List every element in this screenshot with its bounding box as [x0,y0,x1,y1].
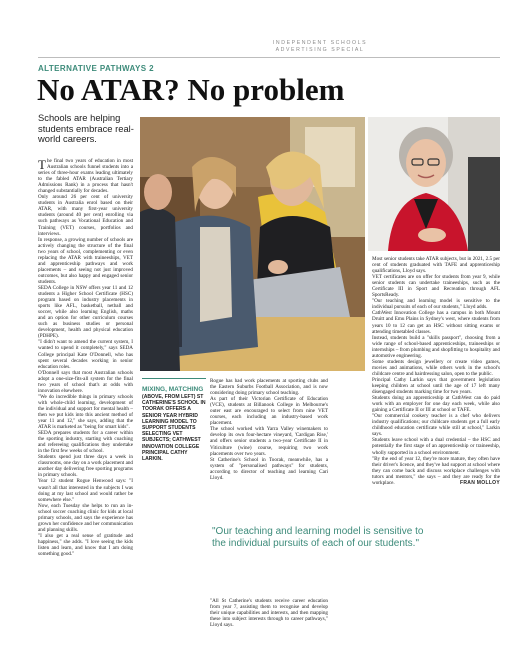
article-column-3-continued [210,598,328,628]
paragraph: Year 12 student Rogue Henwood says: "I wasn't all that interested in the subjects I was doing at my last school and would rather be somewhere else." [38,478,133,503]
paragraph: VET certificates are on offer for students from year 9, while senior students can undertake traineeships, such as the Certificate III in Sport and Recreation through AFL SportsReady. [372,274,500,299]
paragraph: "I didn't want to amend the current system, I wanted to upend it completely," says SEDA College principal Kate O'Donnell, who has spent several decades working in senior education roles. [38,339,133,370]
paragraph: Students doing an apprenticeship at CathWest can do paid work with an employer for one day each week, while also gaining a Certificate II or III at school or TAFE. [372,395,500,414]
headline: No ATAR? No problem [37,72,345,107]
banner-rule [38,57,500,58]
article-column-4 [372,256,500,486]
paragraph: Instead, students build a "skills passport", choosing from a wide range of school-based apprenticeships, traineeships or internships – from plumbing and shopfitting to hospitality and automotive engineering. [372,334,500,359]
paragraph: CathWest Innovation College has a campus in both Mount Druitt and Emu Plains in Sydney's west, where students from years 10 to 12 can get an HSC without sitting exams or attending timetabled classes. [372,310,500,335]
caption-text: (ABOVE, FROM LEFT) ST CATHERINE'S SCHOOL IN TOORAK OFFERS A SENIOR YEAR HYBRID LEARNING MODEL TO SUPPORT STUDENTS SELECTING VET SUBJECTS; CATHWEST INNOVATION COLLEGE PRINCIPAL CATHY LARKIN. [142,394,206,463]
paragraph: Now, each Tuesday she helps to run an in-school soccer coaching clinic for kids at local primary schools, and says the experience has grown her confidence and her communication and planning skills. [38,502,133,533]
paragraph: As part of their Victorian Certificate of Education (VCE), students at Billanook College in Melbourne's outer east are encouraged to select from nine VET courses, each including an industry-based work placement. [210,396,328,427]
banner-line-1: INDEPENDENT SCHOOLS [272,40,368,46]
opening-paragraph: The final two years of education in most Australian schools funnel students into a series of three-hour exams leading ultimately to the fabled ATAR (Australian Tertiary Admissions Rank) in a process that hasn't changed substantially for decades. [38,157,133,195]
paragraph: "Our commercial cookery teacher is a chef who delivers industry qualifications; our childcare students get a full early childhood education certificate while still at school," Larkin says. [372,413,500,438]
section-kicker: ALTERNATIVE PATHWAYS 2 [38,64,154,73]
section-banner [140,40,500,54]
caption-heading: MIXING, MATCHING [142,386,204,393]
drop-cap: T [38,157,46,172]
paragraph: In response, a growing number of schools are actively changing the structure of the final two years of school, complementing or even replacing the ATAR with traineeships, VET and apprenticeship pathways and work placements – and seeing not just improved outcomes, but also happy and engaged senior students. [38,236,133,285]
paragraph: "All St Catherine's students receive career education from year 7, assisting them to recognise and develop their unique capabilities and interests, and then mapping these into subject interests through to career pathways," Lloyd says. [210,598,328,629]
paragraph: Students leave school with a dual credential – the HSC and potentially the first stage of an apprenticeship or traineeship, wholly supported in a school environment. [372,437,500,456]
banner-line-2: ADVERTISING SPECIAL [275,47,365,53]
paragraph: "We do incredible things in primary schools with whole-child learning, development of the individual and support for mental health – then we put kids into this ancient method of year 11 and 12," she says, adding that the ATAR is marketed as "being for smart kids". [38,393,133,431]
author-byline: FRAN MOLLOY [460,479,500,486]
pull-quote: "Our teaching and learning model is sensitive to the individual pursuits of each of our students." [212,526,424,550]
paragraph: O'Donnell says that most Australian schools adopt a one-size-fits-all system for the final two years of school that's at odds with innovation elsewhere. [38,369,133,394]
paragraph: "By the end of year 12, they're more mature, they often have their driver's licence, and they've had support at school where they can come back and discuss workplace challenges with tutors and mentors," she says – and they are ready for the workplace. FRAN MOLLOY [372,455,500,486]
paragraph: St Catherine's School in Toorak, meanwhile, has a system of "personalised pathways" for students, according to director of teaching and learning Cari Lloyd. [210,456,328,481]
paragraph: Most senior students take ATAR subjects, but in 2021, 2.5 per cent of students graduated with TAFE and apprenticeship qualifications, Lloyd says. [372,256,500,275]
photo-caption [142,386,206,462]
paragraph: "I also get a real sense of gratitude and happiness," she adds. "I love seeing the kids listen and learn, and know that I am doing something good." [38,532,133,558]
caption-rule [142,378,206,379]
article-column-3 [210,378,328,481]
standfirst: Schools are helping students embrace real-world careers. [38,112,134,145]
paragraph: Some students design jewellery or create video games, movies and animations, while others work in the school's childcare centre and hairdressing salon, open to the public. [372,358,500,377]
paragraph: The school worked with Yarra Valley winemakers to develop its own four-hectare vineyard, 'Cardigan Rise,' and offers senior students a two-year Certificate II in Viticulture (wine) course, requiring two work placements over two years. [210,426,328,457]
article-column-1 [38,158,133,557]
paragraph: SEDA prepares students for a career within the sporting industry, starting with coaching and refereeing qualifications they undertake in the first few weeks of school. [38,430,133,455]
students-teacher-photo [140,117,365,371]
paragraph: "Our teaching and learning model is sensitive to the individual pursuits of each of our students," Lloyd adds. [372,298,500,311]
paragraph: Students spend just three days a week in classrooms, one day on a work placement and another day delivering free sporting programs in primary schools. [38,454,133,479]
paragraph: Only around 26 per cent of university students in Australia enrol based on their ATAR, with many first-year university students (around 40 per cent) enrolling via such pathways as Vocational Education and Training (VET) courses, portfolios and interviews. [38,194,133,237]
principal-portrait-photo [368,117,500,251]
paragraph: SEDA College in NSW offers year 11 and 12 students a Higher School Certificate (HSC) program based on industry placements in sports like AFL, basketball, netball and soccer, while also learning English, maths and an option for other curriculum courses such as business studies or personal development, health and physical education (PDHPE). [38,284,133,340]
paragraph: Rogue has had work placements at sporting clubs and the Eastern Suburbs Football Association, and is now considering doing primary school teaching. [210,378,328,397]
paragraph: Principal Cathy Larkin says that government legislation keeping children at school until the age of 17 left many disengaged students marking time for two years. [372,376,500,396]
